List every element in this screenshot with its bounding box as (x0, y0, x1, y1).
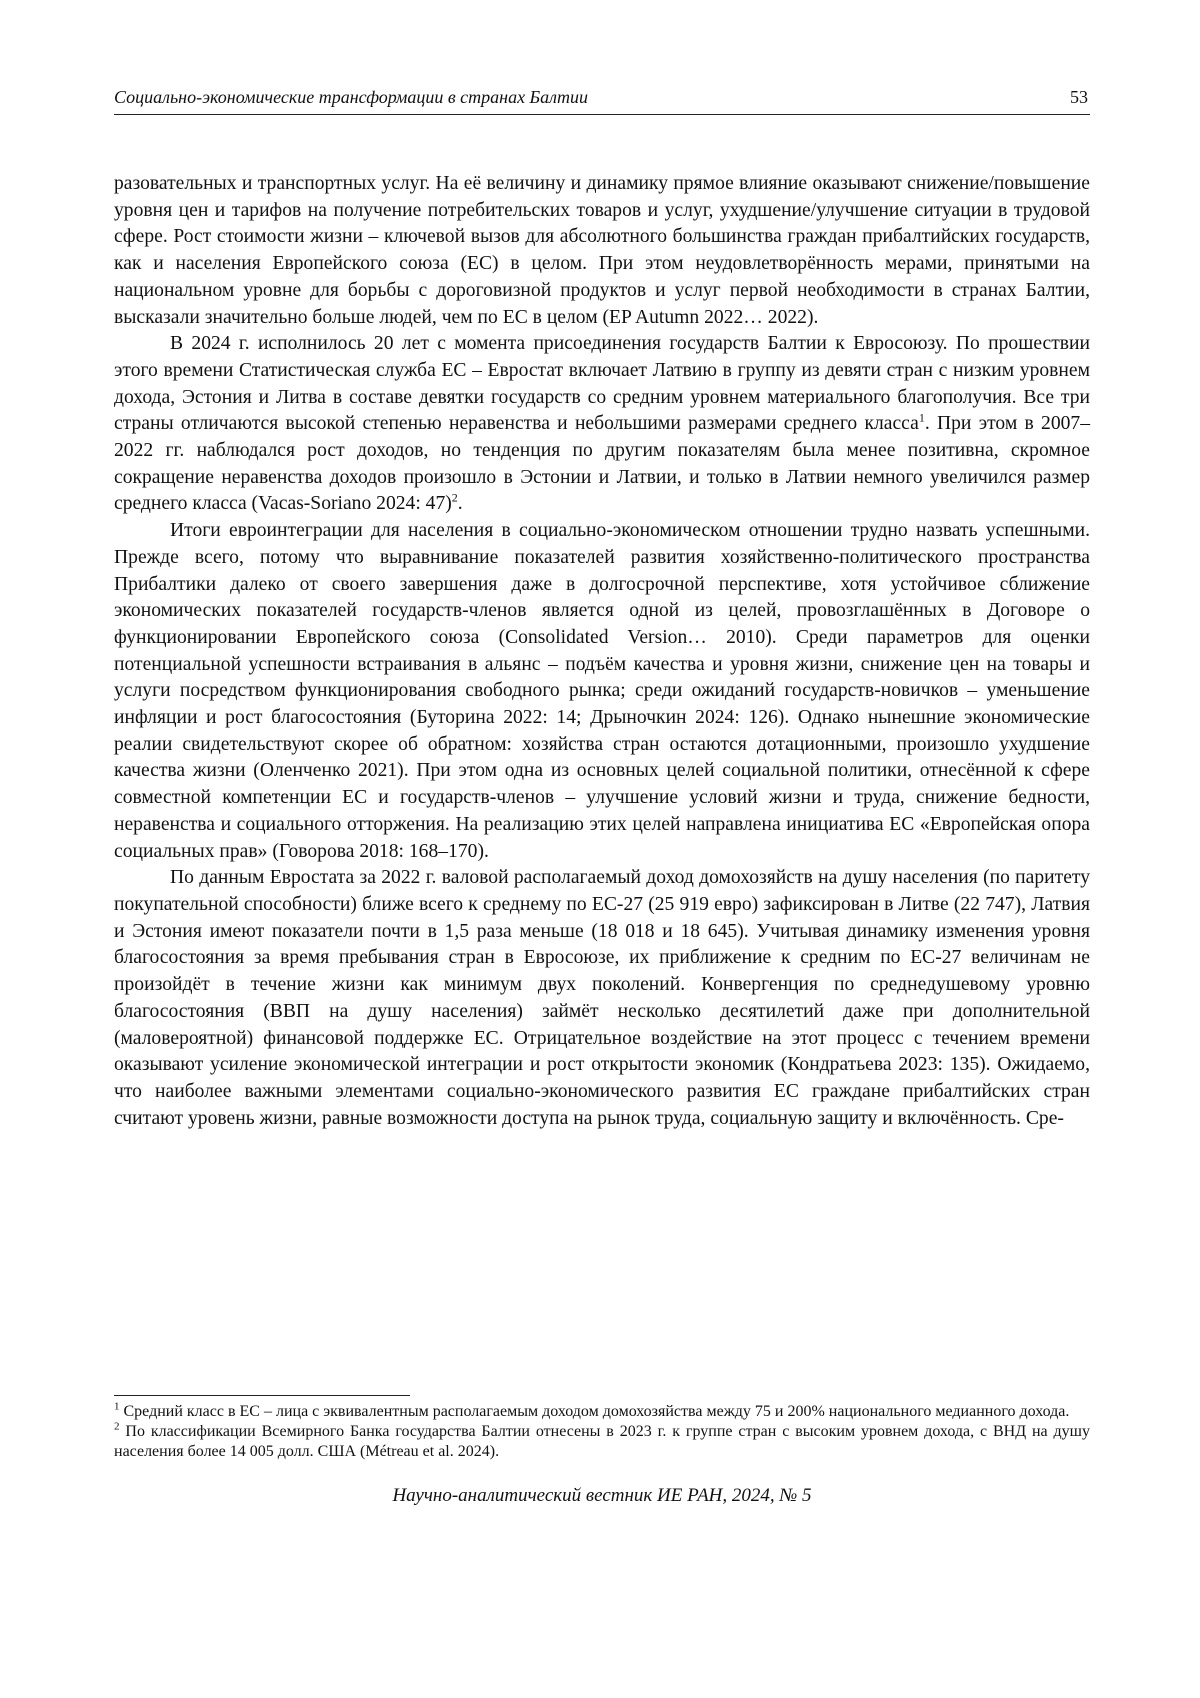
paragraph-3: Итоги евроинтеграции для населения в социально-экономическом отношении трудно назвать успешными. Прежде всего, потому что выравнивание показателей развития хозяйственно-политического пространства Прибалтики далеко от своего завершения даже в долгосрочной перспективе, хотя устойчивое сближение экономических показателей государств-членов является одной из целей, провозглашённых в Договоре о функционировании Европейского союза (Consolidated Version… 2010). Среди параметров для оценки потенциальной успешности встраивания в альянс – подъём качества и уровня жизни, снижение цен на товары и услуги посредством функционирования свободного рынка; среди ожиданий государств-новичков – уменьшение инфляции и рост благосостояния (Буторина 2022: 14; Дрыночкин 2024: 126). Однако нынешние экономические реалии свидетельствуют скорее об обратном: хозяйства стран остаются дотационными, произошло ухудшение качества жизни (Оленченко 2021). При этом одна из основных целей социальной политики, отнесённой к сфере совместной компетенции ЕС и государств-членов – улучшение условий жизни и труда, снижение бедности, неравенства и социального отторжения. На реализацию этих целей направлена инициатива ЕС «Европейская опора социальных прав» (Говорова 2018: 168–170). (114, 520, 1090, 862)
footnote-divider (114, 1395, 410, 1396)
paragraph-2 (114, 331, 1090, 518)
paragraph-4: По данным Евростата за 2022 г. валовой располагаемый доход домохозяйств на душу населения (по паритету покупательной способности) ближе всего к среднему по ЕС-27 (25 919 евро) зафиксирован в Литве (22 747), Латвия и Эстония имеют показатели почти в 1,5 раза меньше (18 018 и 18 645). Учитывая динамику изменения уровня благосостояния за время пребывания стран в Евросоюзе, их приближение к средним по ЕС-27 величинам не произойдёт в течение жизни как минимум двух поколений. Конвергенция по среднедушевому уровню благосостояния (ВВП на душу населения) займёт несколько десятилетий даже при дополнительной (маловероятной) финансовой поддержке ЕС. Отрицательное воздействие на этот процесс с течением времени оказывают усиление экономической интеграции и рост открытости экономик (Кондратьева 2023: 135). Ожидаемо, что наиболее важными элементами социально-экономического развития ЕС граждане прибалтийских стран считают уровень жизни, равные возможности доступа на рынок труда, социальную защиту и включённость. Сре- (114, 867, 1090, 1129)
paragraph-2-text-c: . (457, 493, 463, 515)
article-body (114, 171, 1090, 1132)
footnote-2 (114, 1422, 1090, 1462)
footnote-ref-1[interactable]: 1 (918, 410, 925, 425)
journal-footer: Научно-аналитический вестник ИЕ РАН, 2024, № 5 (392, 1485, 812, 1506)
page-number: 53 (1070, 87, 1088, 107)
footnote-2-marker: 2 (114, 1420, 120, 1433)
footnotes (114, 1402, 1090, 1462)
running-header (114, 84, 1090, 115)
footnote-2-text: По классификации Всемирного Банка государства Балтии отнесены в 2023 г. к группе стран с высоким уровнем дохода, с ВНД на душу населения более 14 005 долл. США (Métreau et al. 2024). (114, 1423, 1090, 1460)
paragraph-1: разовательных и транспортных услуг. На её величину и динамику прямое влияние оказывают снижение/повышение уровня цен и тарифов на получение потребительских товаров и услуг, ухудшение/улучшение ситуации в трудовой сфере. Рост стоимости жизни – ключевой вызов для абсолютного большинства граждан прибалтийских государств, как и населения Европейского союза (ЕС) в целом. При этом неудовлетворённость мерами, принятыми на национальном уровне для борьбы с дороговизной продуктов и услуг первой необходимости в странах Балтии, высказали значительно больше людей, чем по ЕС в целом (EP Autumn 2022… 2022). (114, 173, 1090, 328)
footnote-1-marker: 1 (114, 1400, 120, 1413)
footnote-ref-2[interactable]: 2 (451, 490, 458, 505)
running-title: Социально-экономические трансформации в странах Балтии (114, 87, 589, 107)
footnote-1 (114, 1402, 1090, 1422)
paragraph-2-text-b: . При этом в 2007–2022 гг. наблюдался рост доходов, но тенденция по другим показателям была менее позитивна, скромное сокращение неравенства доходов произошло в Эстонии и Латвии, и только в Латвии немного увеличился размер среднего класса (Vacas-Soriano 2024: 47) (114, 413, 1091, 515)
footnote-1-text: Средний класс в ЕС – лица с эквивалентным располагаемым доходом домохозяйства между 75 и 200% национального медианного дохода. (119, 1403, 1070, 1420)
paragraph-2-text-a: В 2024 г. исполнилось 20 лет с момента присоединения государств Балтии к Евросоюзу. По прошествии этого времени Статистическая служба ЕС – Евростат включает Латвию в группу из девяти стран с низким уровнем дохода, Эстония и Литва в составе девятки государств со средним уровнем материального благополучия. Все три страны отличаются высокой степенью неравенства и небольшими размерами среднего класса (114, 333, 1090, 435)
